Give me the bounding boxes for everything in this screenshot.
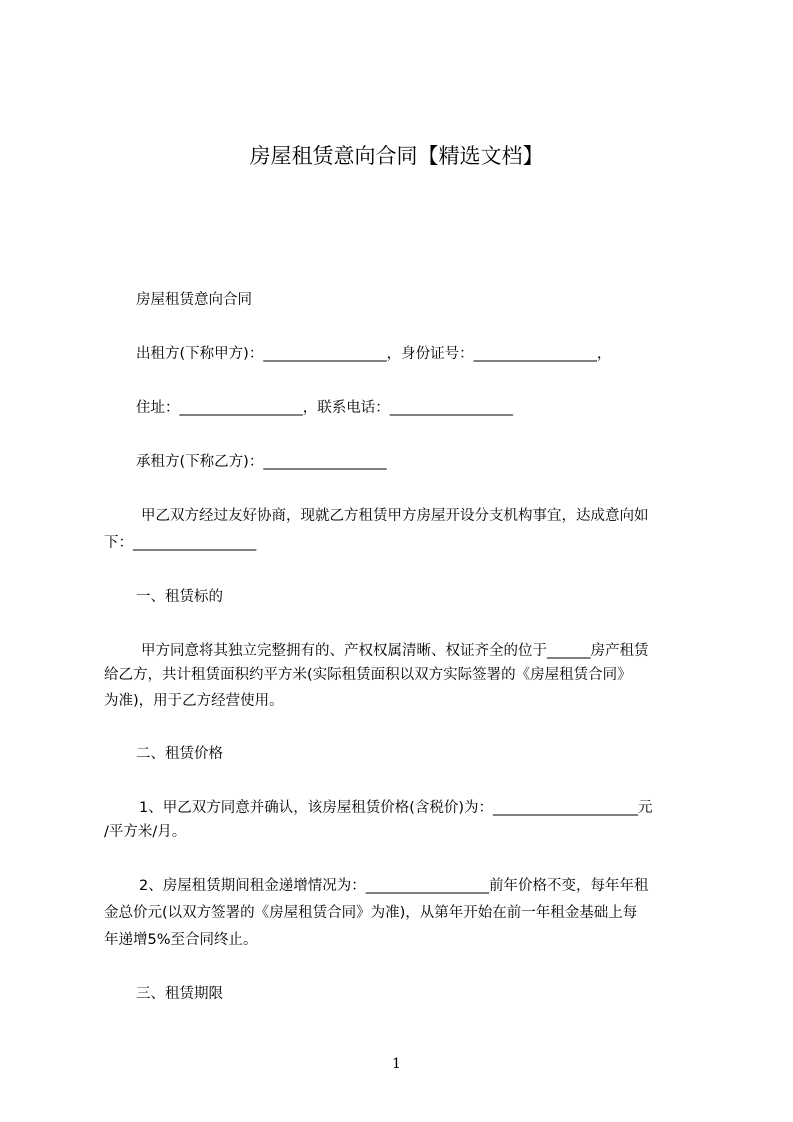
lessee-line: 承租方(下称乙方)：_________________ (136, 454, 387, 470)
intro-paragraph-line: 甲乙双方经过友好协商，现就乙方租赁甲方房屋开设分支机构事宜，达成意向如 (141, 508, 649, 524)
section-heading: 二、租赁价格 (136, 746, 223, 762)
paragraph-line: 甲方同意将其独立完整拥有的、产权权属清晰、权证齐全的位于______房产租赁 (141, 643, 649, 659)
section-heading: 一、租赁标的 (136, 589, 223, 605)
document-title: 房屋租赁意向合同【精选文档】 (249, 144, 544, 168)
section-heading: 房屋租赁意向合同 (136, 292, 252, 308)
intro-paragraph-line: 下：_________________ (104, 535, 257, 551)
paragraph-line: /平方米/月。 (104, 824, 187, 840)
section-heading: 三、租赁期限 (136, 986, 223, 1002)
paragraph-line: 金总价元(以双方签署的《房屋租赁合同》为准)，从第年开始在前一年租金基础上每 (104, 905, 638, 921)
page-number: 1 (392, 1056, 401, 1072)
lessor-line: 出租方(下称甲方)：_________________，身份证号：_________________， (136, 346, 612, 362)
address-line: 住址：_________________，联系电话：_________________ (136, 400, 513, 416)
paragraph-line: 年递增5%至合同终止。 (104, 932, 258, 948)
paragraph-line: 为准)，用于乙方经营使用。 (104, 693, 284, 709)
paragraph-line: 给乙方，共计租赁面积约平方米(实际租赁面积以双方实际签署的《房屋租赁合同》 (104, 667, 632, 683)
paragraph-line: 1、甲乙双方同意并确认，该房屋租赁价格(含税价)为：____________________元 (139, 800, 653, 816)
paragraph-line: 2、房屋租赁期间租金递增情况为：_________________前年价格不变，每年年租 (139, 878, 649, 894)
